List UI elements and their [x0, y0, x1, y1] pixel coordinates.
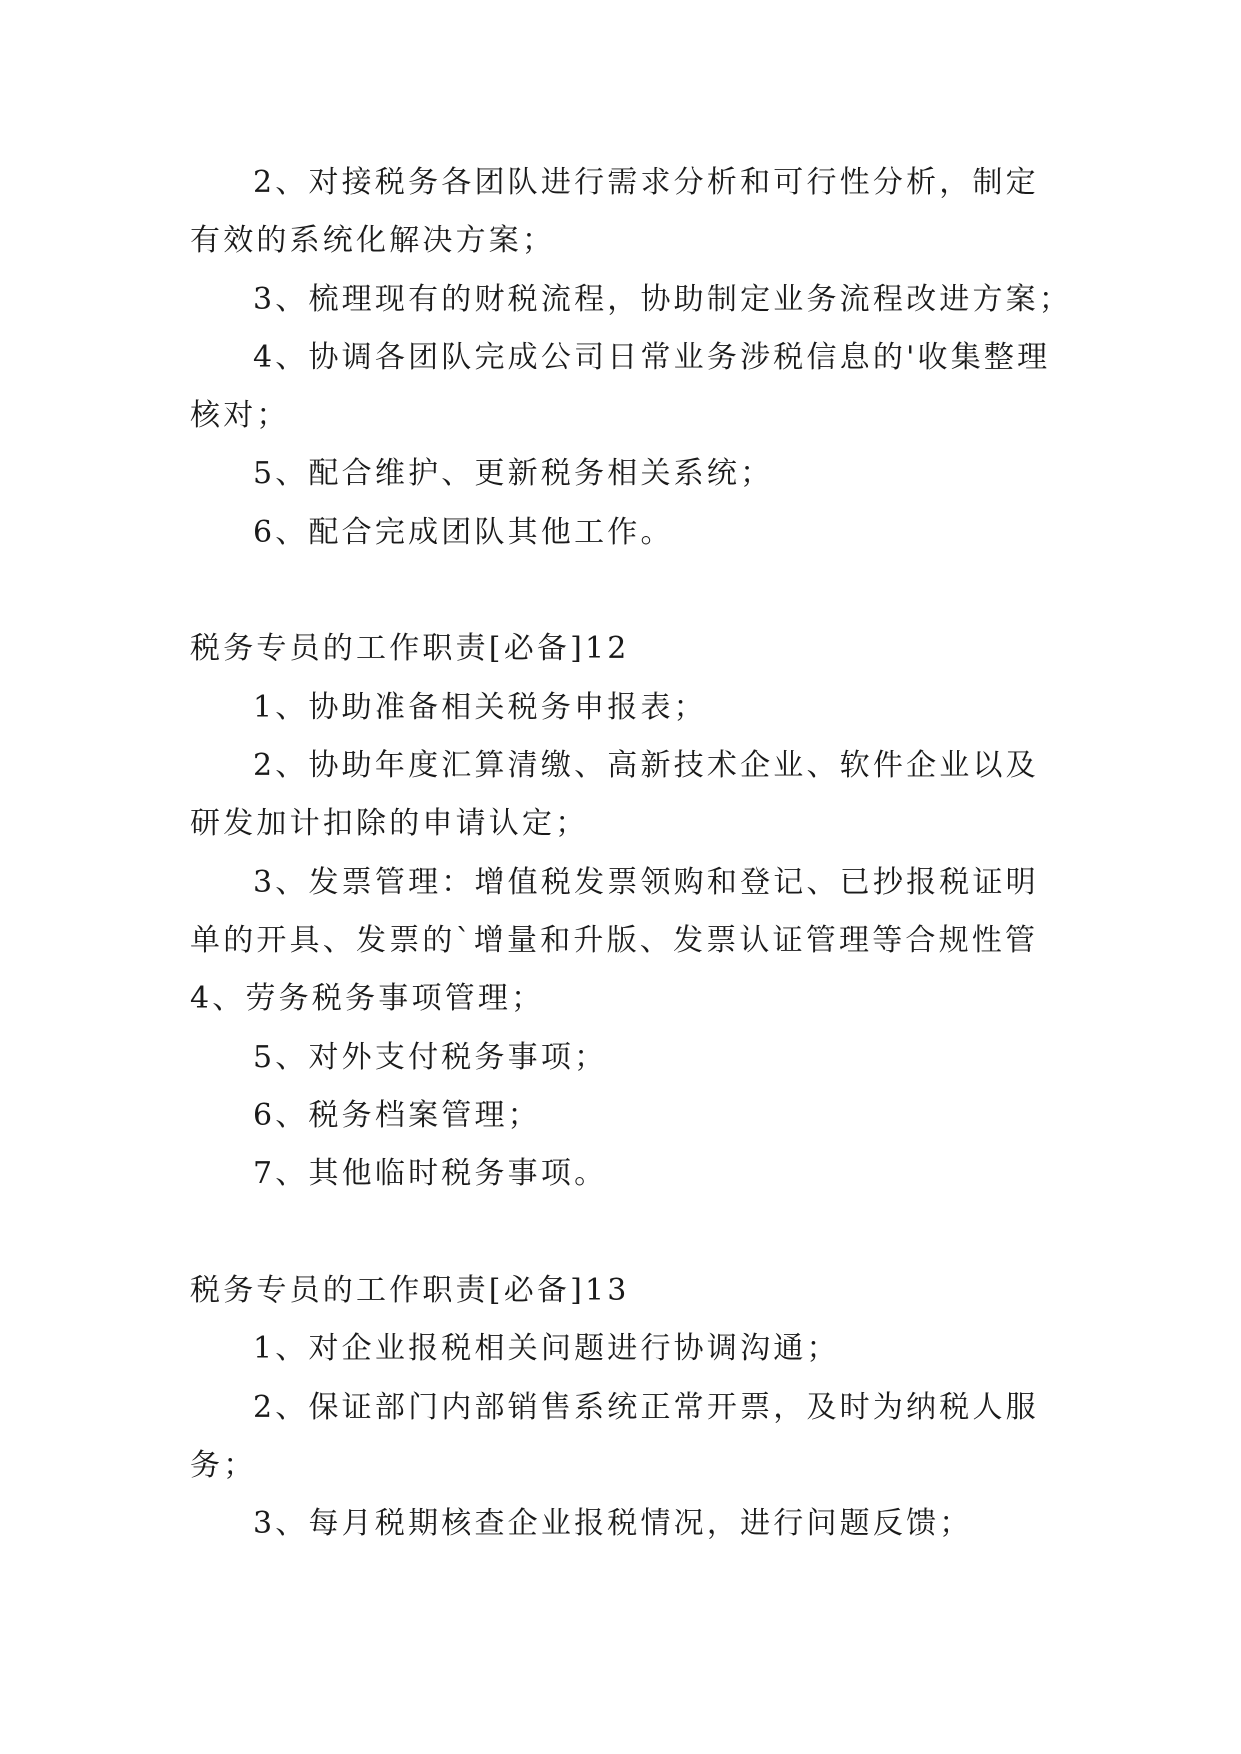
text-line: 3、发票管理：增值税发票领购和登记、已抄报税证明 — [253, 865, 1039, 900]
text-line: 有效的系统化解决方案； — [190, 223, 556, 258]
text-line: 4、协调各团队完成公司日常业务涉税信息的'收集整理 — [253, 340, 1051, 375]
text-line: 2、保证部门内部销售系统正常开票，及时为纳税人服 — [253, 1390, 1039, 1425]
text-line: 务； — [190, 1448, 257, 1483]
section-heading: 税务专员的工作职责[必备]12 — [190, 631, 630, 666]
text-line: 3、每月税期核查企业报税情况，进行问题反馈； — [253, 1506, 973, 1541]
text-line: 单的开具、发票的`增量和升版、发票认证管理等合规性管 — [190, 923, 1039, 958]
text-line: 4、劳务税务事项管理； — [190, 981, 545, 1016]
text-line: 2、对接税务各团队进行需求分析和可行性分析，制定 — [253, 165, 1039, 200]
text-line: 6、税务档案管理； — [253, 1098, 541, 1133]
text-line: 5、对外支付税务事项； — [253, 1040, 608, 1075]
text-line: 3、梳理现有的财税流程，协助制定业务流程改进方案； — [253, 282, 1073, 317]
text-line: 7、其他临时税务事项。 — [253, 1156, 608, 1191]
section-heading: 税务专员的工作职责[必备]13 — [190, 1273, 630, 1308]
text-line: 研发加计扣除的申请认定； — [190, 806, 589, 841]
text-line: 核对； — [190, 398, 290, 433]
text-line: 2、协助年度汇算清缴、高新技术企业、软件企业以及 — [253, 748, 1039, 783]
text-line: 5、配合维护、更新税务相关系统； — [253, 456, 774, 491]
text-line: 1、对企业报税相关问题进行协调沟通； — [253, 1331, 840, 1366]
text-line: 6、配合完成团队其他工作。 — [253, 515, 674, 550]
text-line: 1、协助准备相关税务申报表； — [253, 690, 707, 725]
